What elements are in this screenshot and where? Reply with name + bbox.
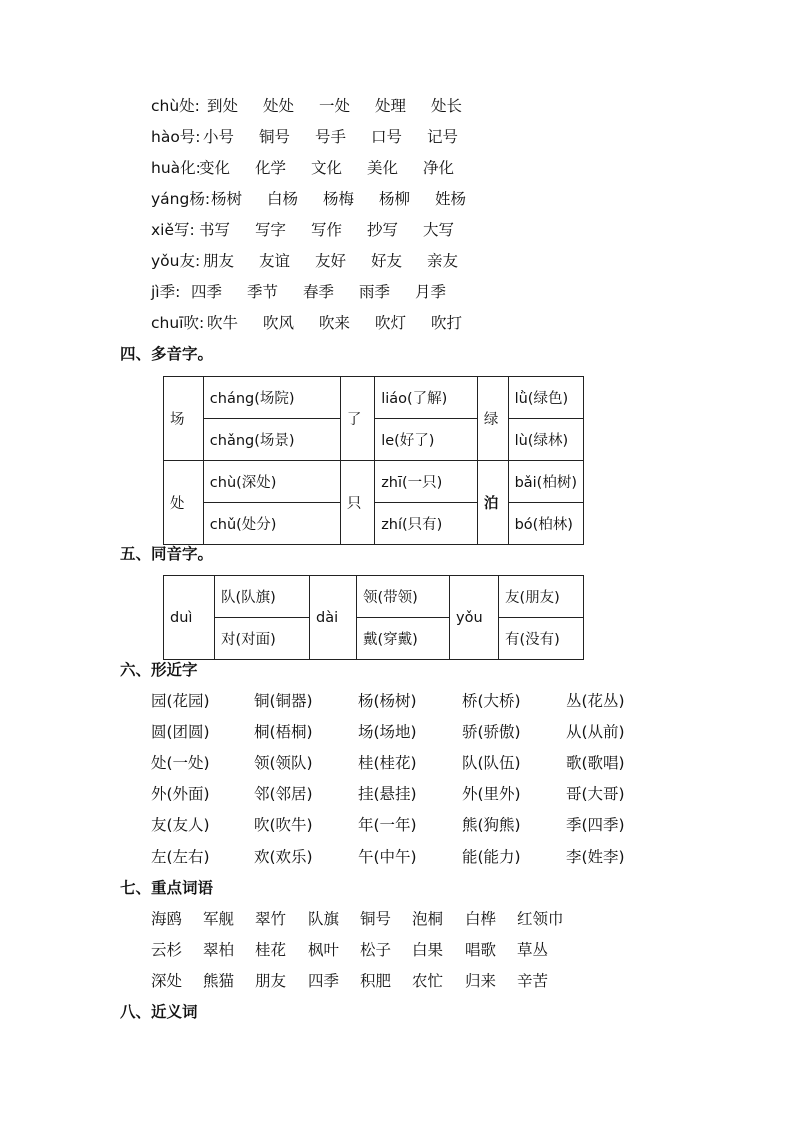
line-word: 吹牛	[207, 314, 239, 332]
line-word: 铜号	[259, 128, 291, 146]
similar-item: 桥(大桥)	[462, 692, 521, 710]
reading-cell: zhí(只有)	[375, 503, 478, 545]
line-word: 吹风	[263, 314, 295, 332]
key-word: 云杉	[151, 941, 183, 959]
pinyin-cell: yǒu	[450, 576, 499, 660]
key-word: 草丛	[517, 941, 549, 959]
key-word: 农忙	[412, 972, 444, 990]
key-word: 红领巾	[517, 910, 564, 928]
reading-cell: le(好了)	[375, 419, 478, 461]
similar-item: 铜(铜器)	[254, 692, 313, 710]
reading-cell: cháng(场院)	[203, 377, 340, 419]
key-word: 海鸥	[151, 910, 183, 928]
char-cell: 场	[164, 377, 204, 461]
similar-item: 友(友人)	[151, 816, 210, 834]
key-word: 积肥	[360, 972, 392, 990]
key-word: 松子	[360, 941, 392, 959]
word-cell: 对(对面)	[215, 618, 310, 660]
similar-item: 桂(桂花)	[358, 754, 417, 772]
key-word: 熊猫	[203, 972, 235, 990]
key-word: 白桦	[465, 910, 497, 928]
line-word: 口号	[371, 128, 403, 146]
line-word: 书写	[199, 221, 231, 239]
reading-cell: chǔ(处分)	[203, 503, 340, 545]
line-word: 处理	[375, 97, 407, 115]
line-word: 吹打	[431, 314, 463, 332]
line-word: 化学	[255, 159, 287, 177]
line-word: 朋友	[203, 252, 235, 270]
word-cell: 队(队旗)	[215, 576, 310, 618]
line-head: chuī吹:	[151, 314, 205, 332]
line-head: yáng杨:	[151, 190, 211, 208]
similar-item: 杨(杨树)	[358, 692, 417, 710]
char-cell: 绿	[477, 377, 508, 461]
char-cell: 了	[340, 377, 374, 461]
line-word: 美化	[367, 159, 399, 177]
line-head: hào号:	[151, 128, 201, 146]
reading-cell: zhī(一只)	[375, 461, 478, 503]
pinyin-cell: duì	[164, 576, 215, 660]
similar-item: 场(场地)	[358, 723, 417, 741]
line-head: xiě写:	[151, 221, 195, 239]
char-cell: 泊	[477, 461, 508, 545]
line-word: 白杨	[267, 190, 299, 208]
key-word: 铜号	[360, 910, 392, 928]
line-word: 到处	[207, 97, 239, 115]
key-word: 翠柏	[203, 941, 235, 959]
similar-item: 季(四季)	[566, 816, 625, 834]
line-head: huà化:	[151, 159, 201, 177]
similar-item: 处(一处)	[151, 754, 210, 772]
key-word: 唱歌	[465, 941, 497, 959]
line-word: 小号	[203, 128, 235, 146]
line-word: 姓杨	[435, 190, 467, 208]
reading-cell: bó(柏林)	[508, 503, 583, 545]
line-word: 杨梅	[323, 190, 355, 208]
char-cell: 处	[164, 461, 204, 545]
polyphone-table	[163, 376, 584, 545]
similar-item: 外(外面)	[151, 785, 210, 803]
line-word: 亲友	[427, 252, 459, 270]
line-word: 文化	[311, 159, 343, 177]
line-word: 好友	[371, 252, 403, 270]
key-word: 归来	[465, 972, 497, 990]
line-word: 处长	[431, 97, 463, 115]
line-word: 四季	[191, 283, 223, 301]
section-title: 六、形近字	[120, 661, 198, 679]
reading-cell: chù(深处)	[203, 461, 340, 503]
line-word: 写字	[255, 221, 287, 239]
line-word: 杨柳	[379, 190, 411, 208]
word-cell: 有(没有)	[499, 618, 584, 660]
line-word: 变化	[199, 159, 231, 177]
key-word: 朋友	[255, 972, 287, 990]
key-word: 四季	[308, 972, 340, 990]
homophone-table	[163, 575, 584, 660]
similar-item: 挂(悬挂)	[358, 785, 417, 803]
similar-item: 吹(吹牛)	[254, 816, 313, 834]
key-word: 枫叶	[308, 941, 340, 959]
similar-item: 邻(邻居)	[254, 785, 313, 803]
word-cell: 戴(穿戴)	[357, 618, 450, 660]
similar-item: 能(能力)	[462, 848, 521, 866]
similar-item: 熊(狗熊)	[462, 816, 521, 834]
similar-item: 哥(大哥)	[566, 785, 625, 803]
similar-item: 左(左右)	[151, 848, 210, 866]
char-cell: 只	[340, 461, 374, 545]
section-title: 五、同音字。	[120, 545, 214, 563]
line-word: 抄写	[367, 221, 399, 239]
line-word: 号手	[315, 128, 347, 146]
key-word: 翠竹	[255, 910, 287, 928]
key-word: 桂花	[255, 941, 287, 959]
similar-item: 午(中午)	[358, 848, 417, 866]
section-title: 八、近义词	[120, 1003, 198, 1021]
similar-item: 桐(梧桐)	[254, 723, 313, 741]
line-word: 大写	[423, 221, 455, 239]
section-title: 四、多音字。	[120, 345, 214, 363]
line-word: 春季	[303, 283, 335, 301]
similar-item: 领(领队)	[254, 754, 313, 772]
section-title: 七、重点词语	[120, 879, 214, 897]
similar-item: 年(一年)	[358, 816, 417, 834]
reading-cell: lǜ(绿色)	[508, 377, 583, 419]
similar-item: 队(队伍)	[462, 754, 521, 772]
key-word: 深处	[151, 972, 183, 990]
line-head: yǒu友:	[151, 252, 201, 270]
pinyin-cell: dài	[310, 576, 357, 660]
similar-item: 歌(歌唱)	[566, 754, 625, 772]
line-head: jì季:	[151, 283, 181, 301]
line-word: 写作	[311, 221, 343, 239]
similar-item: 圆(团圆)	[151, 723, 210, 741]
line-word: 月季	[415, 283, 447, 301]
line-word: 吹灯	[375, 314, 407, 332]
line-word: 处处	[263, 97, 295, 115]
line-head: chù处:	[151, 97, 200, 115]
line-word: 记号	[427, 128, 459, 146]
line-word: 一处	[319, 97, 351, 115]
similar-item: 从(从前)	[566, 723, 625, 741]
key-word: 队旗	[308, 910, 340, 928]
word-cell: 友(朋友)	[499, 576, 584, 618]
reading-cell: chǎng(场景)	[203, 419, 340, 461]
similar-item: 骄(骄傲)	[462, 723, 521, 741]
similar-item: 外(里外)	[462, 785, 521, 803]
reading-cell: liáo(了解)	[375, 377, 478, 419]
key-word: 辛苦	[517, 972, 549, 990]
line-word: 杨树	[211, 190, 243, 208]
word-cell: 领(带领)	[357, 576, 450, 618]
reading-cell: lù(绿林)	[508, 419, 583, 461]
reading-cell: bǎi(柏树)	[508, 461, 583, 503]
line-word: 友好	[315, 252, 347, 270]
line-word: 净化	[423, 159, 455, 177]
similar-item: 园(花园)	[151, 692, 210, 710]
line-word: 季节	[247, 283, 279, 301]
key-word: 泡桐	[412, 910, 444, 928]
similar-item: 李(姓李)	[566, 848, 625, 866]
line-word: 友谊	[259, 252, 291, 270]
line-word: 雨季	[359, 283, 391, 301]
similar-item: 欢(欢乐)	[254, 848, 313, 866]
key-word: 白果	[412, 941, 444, 959]
line-word: 吹来	[319, 314, 351, 332]
similar-item: 丛(花丛)	[566, 692, 625, 710]
key-word: 军舰	[203, 910, 235, 928]
